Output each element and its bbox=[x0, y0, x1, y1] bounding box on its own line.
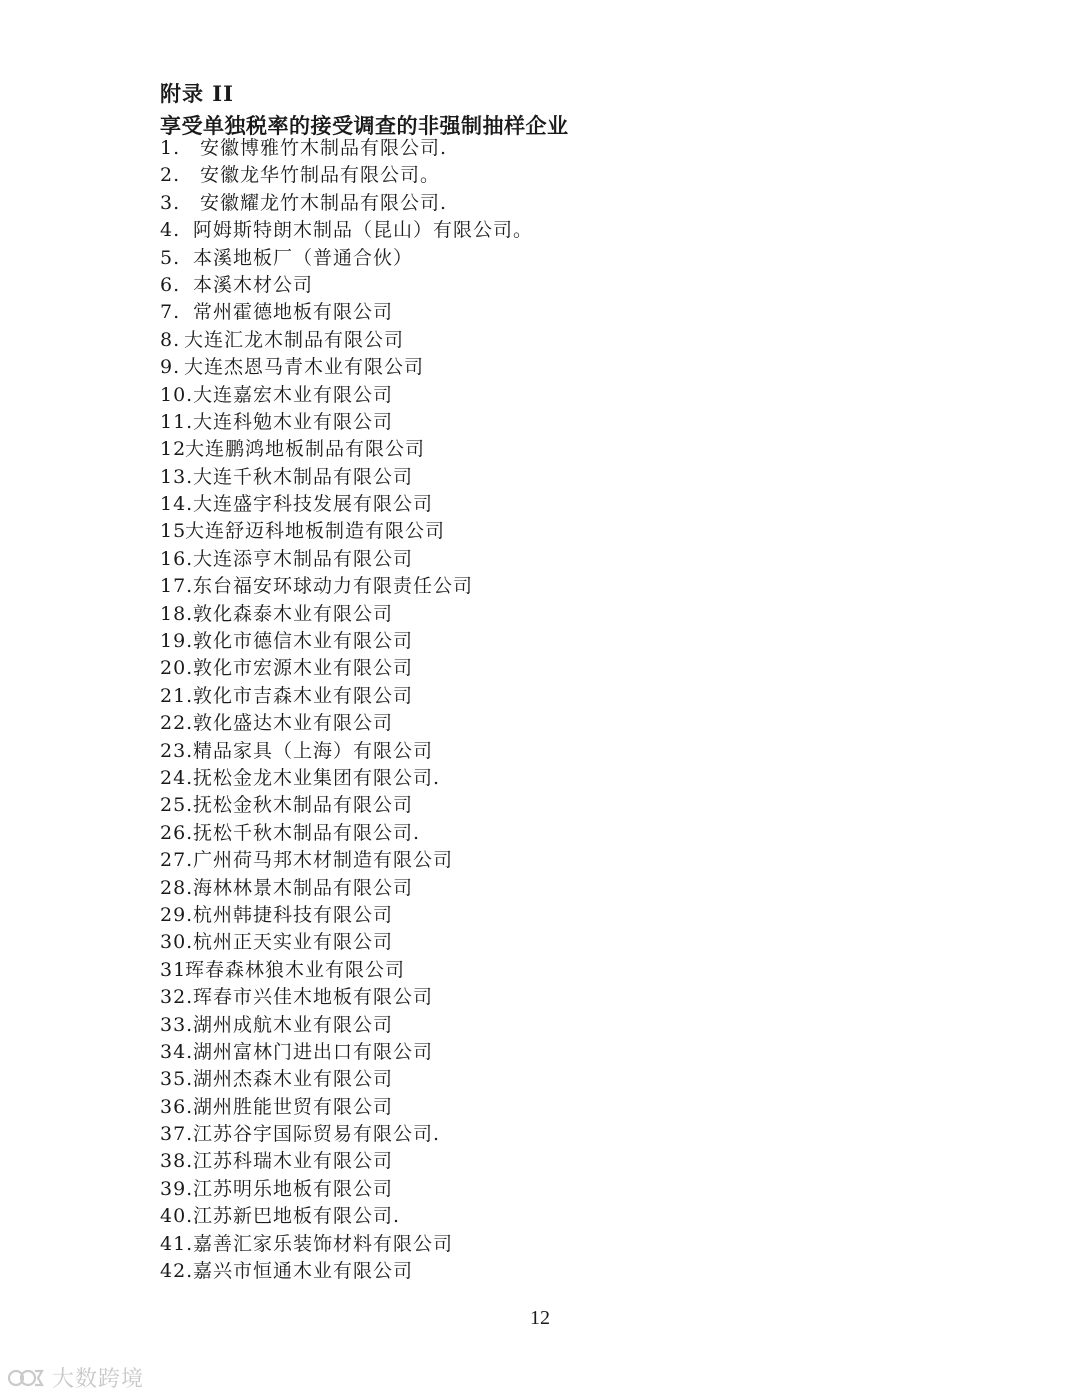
company-name: 湖州杰森木业有限公司 bbox=[193, 1068, 394, 1091]
item-number: 42. bbox=[160, 1260, 194, 1283]
company-name: 敦化市宏源木业有限公司 bbox=[193, 657, 414, 680]
item-number: 37. bbox=[160, 1123, 194, 1146]
list-item bbox=[160, 847, 533, 874]
list-item bbox=[160, 601, 533, 628]
item-number: 15 bbox=[160, 520, 187, 543]
company-name: 敦化森泰木业有限公司 bbox=[193, 602, 394, 625]
item-number: 32. bbox=[160, 986, 194, 1009]
item-number: 22. bbox=[160, 712, 194, 735]
list-item bbox=[160, 382, 533, 409]
company-name: 抚松金龙木业集团有限公司. bbox=[193, 766, 441, 789]
company-name: 敦化市吉森木业有限公司 bbox=[193, 684, 414, 707]
list-item bbox=[160, 217, 533, 244]
list-item bbox=[160, 1176, 533, 1203]
company-name: 敦化盛达木业有限公司 bbox=[193, 712, 394, 735]
company-name: 湖州胜能世贸有限公司 bbox=[193, 1095, 394, 1118]
list-item bbox=[160, 1231, 533, 1258]
item-number: 31 bbox=[160, 958, 187, 981]
company-name: 阿姆斯特朗木制品（昆山）有限公司。 bbox=[193, 219, 534, 242]
list-item bbox=[160, 518, 533, 545]
item-number: 3. bbox=[160, 191, 181, 214]
list-item bbox=[160, 738, 533, 765]
item-number: 28. bbox=[160, 876, 194, 899]
appendix-header bbox=[160, 78, 569, 142]
item-number: 34. bbox=[160, 1040, 194, 1063]
list-item bbox=[160, 327, 533, 354]
item-number: 18. bbox=[160, 602, 194, 625]
item-number: 24. bbox=[160, 766, 194, 789]
company-name: 杭州正天实业有限公司 bbox=[193, 931, 394, 954]
item-number: 12 bbox=[160, 438, 187, 461]
company-name: 湖州富林门进出口有限公司 bbox=[193, 1040, 434, 1063]
company-name: 安徽龙华竹制品有限公司。 bbox=[200, 164, 441, 187]
company-name: 敦化市德信木业有限公司 bbox=[193, 630, 414, 653]
company-name: 湖州成航木业有限公司 bbox=[193, 1013, 394, 1036]
company-name: 嘉兴市恒通木业有限公司 bbox=[193, 1260, 414, 1283]
item-number: 10. bbox=[160, 383, 194, 406]
watermark bbox=[6, 1362, 144, 1393]
list-item bbox=[160, 1039, 533, 1066]
company-name: 本溪木材公司 bbox=[193, 273, 314, 296]
list-item bbox=[160, 245, 533, 272]
list-item bbox=[160, 135, 533, 162]
company-name: 抚松千秋木制品有限公司. bbox=[193, 821, 421, 844]
list-item bbox=[160, 1148, 533, 1175]
item-number: 27. bbox=[160, 849, 194, 872]
list-item bbox=[160, 491, 533, 518]
list-item bbox=[160, 546, 533, 573]
company-name: 大连汇龙木制品有限公司 bbox=[184, 328, 405, 351]
list-item bbox=[160, 1094, 533, 1121]
company-name: 珲春森林狼木业有限公司 bbox=[185, 958, 406, 981]
list-item bbox=[160, 409, 533, 436]
company-name: 安徽博雅竹木制品有限公司. bbox=[200, 137, 448, 159]
company-name: 抚松金秋木制品有限公司 bbox=[193, 794, 414, 817]
company-name: 东台福安环球动力有限责任公司 bbox=[193, 575, 474, 598]
list-item bbox=[160, 820, 533, 847]
company-name: 江苏新巴地板有限公司. bbox=[193, 1205, 401, 1228]
list-item bbox=[160, 957, 533, 984]
list-item bbox=[160, 683, 533, 710]
item-number: 8. bbox=[160, 328, 181, 351]
list-item bbox=[160, 1258, 533, 1285]
company-name: 大连科勉木业有限公司 bbox=[193, 410, 394, 433]
company-name: 大连盛宇科技发展有限公司 bbox=[193, 493, 434, 516]
item-number: 36. bbox=[160, 1095, 194, 1118]
company-name: 精品家具（上海）有限公司 bbox=[193, 739, 434, 762]
item-number: 26. bbox=[160, 821, 194, 844]
item-number: 33. bbox=[160, 1013, 194, 1036]
item-number: 7. bbox=[160, 301, 181, 324]
list-item bbox=[160, 573, 533, 600]
list-item bbox=[160, 272, 533, 299]
company-name: 广州荷马邦木材制造有限公司 bbox=[193, 849, 454, 872]
item-number: 11. bbox=[160, 410, 194, 433]
item-number: 20. bbox=[160, 657, 194, 680]
list-item bbox=[160, 299, 533, 326]
item-number: 17. bbox=[160, 575, 194, 598]
page-number: 12 bbox=[530, 1307, 550, 1329]
item-number: 14. bbox=[160, 493, 194, 516]
list-item bbox=[160, 436, 533, 463]
company-name: 珲春市兴佳木地板有限公司 bbox=[193, 986, 434, 1009]
company-name: 大连嘉宏木业有限公司 bbox=[193, 383, 394, 406]
list-item bbox=[160, 984, 533, 1011]
company-list bbox=[160, 135, 533, 1285]
company-name: 嘉善汇家乐装饰材料有限公司 bbox=[193, 1232, 454, 1255]
list-item bbox=[160, 464, 533, 491]
company-name: 本溪地板厂（普通合伙） bbox=[193, 246, 414, 269]
item-number: 5. bbox=[160, 246, 181, 269]
company-name: 大连鹏鸿地板制品有限公司 bbox=[185, 438, 426, 461]
company-name: 安徽耀龙竹木制品有限公司. bbox=[200, 191, 448, 214]
company-name: 常州霍德地板有限公司 bbox=[193, 301, 394, 324]
list-item bbox=[160, 875, 533, 902]
item-number: 9. bbox=[160, 356, 181, 379]
item-number: 2. bbox=[160, 164, 181, 187]
company-name: 大连千秋木制品有限公司 bbox=[193, 465, 414, 488]
list-item bbox=[160, 1203, 533, 1230]
item-number: 6. bbox=[160, 273, 181, 296]
watermark-logo-icon bbox=[6, 1365, 46, 1391]
item-number: 4. bbox=[160, 219, 181, 242]
item-number: 30. bbox=[160, 931, 194, 954]
company-name: 江苏谷宇国际贸易有限公司. bbox=[193, 1123, 441, 1146]
list-item bbox=[160, 765, 533, 792]
item-number: 1. bbox=[160, 137, 181, 159]
item-number: 13. bbox=[160, 465, 194, 488]
list-item bbox=[160, 190, 533, 217]
item-number: 19. bbox=[160, 630, 194, 653]
item-number: 35. bbox=[160, 1068, 194, 1091]
list-item bbox=[160, 1121, 533, 1148]
watermark-text: 大数跨境 bbox=[52, 1367, 145, 1392]
list-item bbox=[160, 929, 533, 956]
item-number: 40. bbox=[160, 1205, 194, 1228]
item-number: 21. bbox=[160, 684, 194, 707]
company-name: 杭州韩捷科技有限公司 bbox=[193, 903, 394, 926]
company-name: 江苏科瑞木业有限公司 bbox=[193, 1150, 394, 1173]
list-item bbox=[160, 655, 533, 682]
item-number: 41. bbox=[160, 1232, 194, 1255]
item-number: 38. bbox=[160, 1150, 194, 1173]
list-item bbox=[160, 710, 533, 737]
item-number: 39. bbox=[160, 1177, 194, 1200]
item-number: 29. bbox=[160, 903, 194, 926]
list-item bbox=[160, 354, 533, 381]
company-name: 大连舒迈科地板制造有限公司 bbox=[185, 520, 446, 543]
list-item bbox=[160, 162, 533, 189]
list-item bbox=[160, 792, 533, 819]
item-number: 16. bbox=[160, 547, 194, 570]
list-item bbox=[160, 1012, 533, 1039]
appendix-title: 享受单独税率的接受调查的非强制抽样企业 bbox=[160, 113, 569, 138]
appendix-label: 附录 II bbox=[160, 81, 234, 106]
company-name: 大连杰恩马青木业有限公司 bbox=[184, 356, 425, 379]
company-name: 江苏明乐地板有限公司 bbox=[193, 1177, 394, 1200]
company-name: 海林林景木制品有限公司 bbox=[193, 876, 414, 899]
item-number: 23. bbox=[160, 739, 194, 762]
item-number: 25. bbox=[160, 794, 194, 817]
company-name: 大连添亨木制品有限公司 bbox=[193, 547, 414, 570]
list-item bbox=[160, 1066, 533, 1093]
list-item bbox=[160, 902, 533, 929]
list-item bbox=[160, 628, 533, 655]
